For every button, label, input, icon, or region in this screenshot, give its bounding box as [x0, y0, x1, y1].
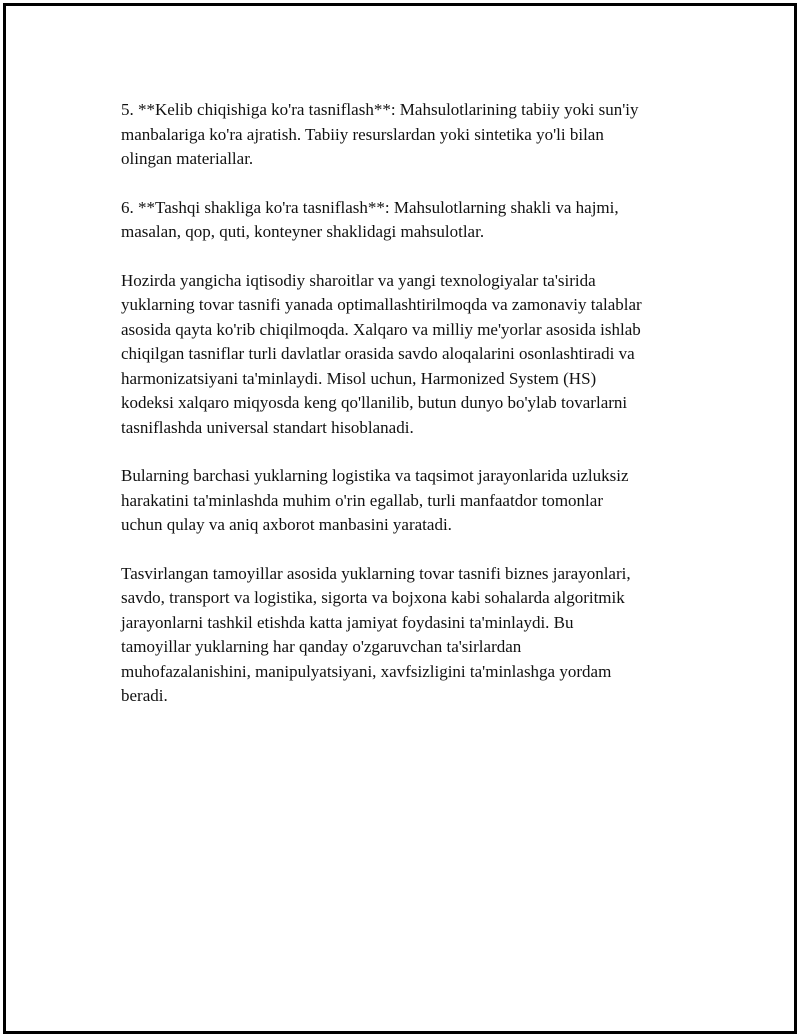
text-line: Bularning barchasi yuklarning logistika va taqsimot jarayonlarida uzluksiz — [121, 466, 629, 485]
paragraph-logistics — [121, 464, 701, 538]
paragraph-classification-by-origin — [121, 98, 701, 172]
text-line: harakatini ta'minlashda muhim o'rin egallab, turli manfaatdor tomonlar — [121, 490, 603, 510]
text-line: tamoyillar yuklarning har qanday o'zgaruvchan ta'sirlardan — [121, 637, 522, 656]
text-line: kodeksi xalqaro miqyosda keng qo'llanilib, butun dunyo bo'ylab tovarlarni — [121, 393, 628, 412]
text-line: beradi. — [121, 686, 168, 705]
paragraph-classification-by-shape — [121, 196, 701, 245]
text-line: Tasvirlangan tamoyillar asosida yuklarning tovar tasnifi biznes jarayonlari, — [121, 563, 631, 583]
text-line: 5. **Kelib chiqishiga ko'ra tasniflash**: Mahsulotlarining tabiiy yoki sun'iy — [121, 100, 639, 119]
document-body — [121, 98, 701, 733]
text-line: manbalariga ko'ra ajratish. Tabiiy resurslardan yoki sintetika yo'li bilan — [121, 124, 604, 144]
text-line: yuklarning tovar tasnifi yanada optimallashtirilmoqda va zamonaviy talablar — [121, 295, 642, 314]
text-line: masalan, qop, quti, konteyner shaklidagi mahsulotlar. — [121, 222, 485, 241]
paragraph-principles — [121, 562, 701, 709]
text-line: uchun qulay va aniq axborot manbasini yaratadi. — [121, 515, 452, 534]
text-line: olingan materiallar. — [121, 149, 254, 168]
paragraph-modern-conditions — [121, 269, 701, 441]
text-line: Hozirda yangicha iqtisodiy sharoitlar va yangi texnologiyalar ta'sirida — [121, 270, 596, 290]
text-line: chiqilgan tasniflar turli davlatlar orasida savdo aloqalarini osonlashtiradi va — [121, 344, 635, 363]
text-line: muhofazalanishini, manipulyatsiyani, xavfsizligini ta'minlashga yordam — [121, 661, 612, 681]
page-frame — [3, 3, 797, 1034]
text-line: savdo, transport va logistika, sigorta va bojxona kabi sohalarda algoritmik — [121, 588, 625, 607]
text-line: harmonizatsiyani ta'minlaydi. Misol uchun, Harmonized System (HS) — [121, 368, 597, 388]
text-line: jarayonlarni tashkil etishda katta jamiyat foydasini ta'minlaydi. Bu — [121, 612, 574, 632]
text-line: tasniflashda universal standart hisoblanadi. — [121, 417, 414, 437]
text-line: 6. **Tashqi shakliga ko'ra tasniflash**: Mahsulotlarning shakli va hajmi, — [121, 197, 619, 217]
text-line: asosida qayta ko'rib chiqilmoqda. Xalqaro va milliy me'yorlar asosida ishlab — [121, 319, 641, 339]
